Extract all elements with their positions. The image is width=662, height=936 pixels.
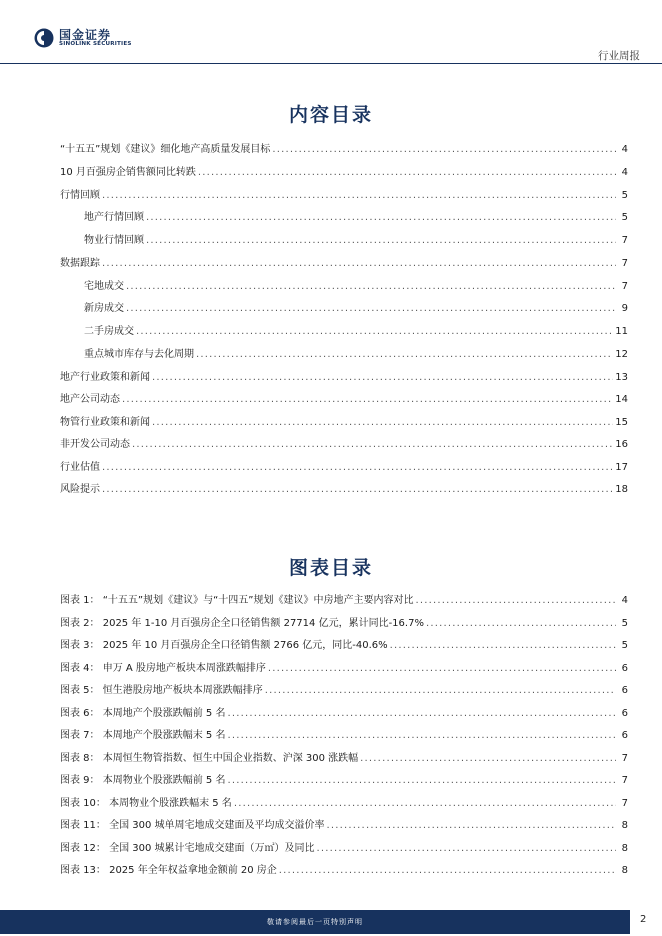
toc-subentry[interactable]	[84, 301, 628, 317]
toc-leader	[152, 370, 613, 386]
toc-entry-label: 行业估值	[60, 462, 100, 473]
footer-disclaimer: 敬请参阅最后一页特别声明	[267, 918, 363, 926]
toc-leader	[327, 818, 616, 834]
toc-entry-label: 新房成交	[84, 303, 124, 314]
figure-entry-page: 6	[621, 708, 628, 719]
toc-leader	[227, 773, 616, 789]
toc-leader	[234, 796, 616, 812]
figure-entry[interactable]	[60, 773, 628, 789]
figure-entry-label: 图表 11： 全国 300 城单周宅地成交建面及平均成交溢价率	[60, 820, 325, 831]
figure-entry-page: 7	[621, 775, 628, 786]
toc-leader	[102, 482, 613, 498]
figure-entry[interactable]	[60, 616, 628, 632]
toc-leader	[122, 392, 613, 408]
toc-leader	[272, 142, 616, 158]
toc-leader	[102, 188, 616, 204]
toc-entry-page: 4	[621, 167, 628, 178]
toc-subentry[interactable]	[84, 347, 628, 363]
figure-entry[interactable]	[60, 593, 628, 609]
figure-entry-page: 4	[621, 595, 628, 606]
toc-entry[interactable]	[60, 256, 628, 272]
figure-entry-page: 8	[621, 843, 628, 854]
figure-entry[interactable]	[60, 728, 628, 744]
page-number: 2	[640, 914, 647, 925]
figure-entry-label: 图表 12： 全国 300 城累计宅地成交建面（万㎡）及同比	[60, 843, 315, 854]
toc-entry-page: 17	[615, 462, 628, 473]
toc-leader	[268, 661, 616, 677]
toc-entry-page: 4	[621, 144, 628, 155]
toc-entry[interactable]	[60, 415, 628, 431]
toc-entry-page: 7	[621, 258, 628, 269]
toc-entry-label: 10 月百强房企销售额同比转跌	[60, 167, 196, 178]
toc-leader	[279, 863, 616, 879]
toc-leader	[196, 347, 613, 363]
toc-entry-page: 15	[615, 417, 628, 428]
figure-entry[interactable]	[60, 796, 628, 812]
figure-entry-page: 7	[621, 753, 628, 764]
toc-leader	[152, 415, 613, 431]
page-header	[0, 0, 662, 62]
figure-entry-label: 图表 6： 本周地产个股涨跌幅前 5 名	[60, 708, 226, 719]
figure-entry-label: 图表 5： 恒生港股房地产板块本周涨跌幅排序	[60, 685, 263, 696]
figure-entry-label: 图表 8： 本周恒生物管指数、恒生中国企业指数、沪深 300 涨跌幅	[60, 753, 359, 764]
toc-entry-page: 5	[621, 190, 628, 201]
toc-entry-page: 13	[615, 372, 628, 383]
toc-entry-label: 地产公司动态	[60, 394, 120, 405]
figures-title: 图表目录	[288, 557, 373, 579]
toc-leader	[360, 751, 616, 767]
figure-entry-page: 5	[621, 640, 628, 651]
toc-entry-label: 重点城市库存与去化周期	[84, 349, 194, 360]
toc-entry-page: 9	[621, 303, 628, 314]
toc-entry-label: 行情回顾	[60, 190, 100, 201]
brand-name-en: SINOLINK SECURITIES	[59, 41, 132, 47]
toc-title: 内容目录	[288, 104, 373, 126]
toc-subentry[interactable]	[84, 324, 628, 340]
figure-entry-label: 图表 13： 2025 年全年权益拿地金额前 20 房企	[60, 865, 277, 876]
figure-entry[interactable]	[60, 751, 628, 767]
toc-entry[interactable]	[60, 437, 628, 453]
toc-entry-label: “十五五”规划《建议》细化地产高质量发展目标	[60, 144, 271, 155]
figure-entry-label: 图表 10： 本周物业个股涨跌幅末 5 名	[60, 798, 232, 809]
figure-entry-label: 图表 4： 申万 A 股房地产板块本周涨跌幅排序	[60, 663, 266, 674]
figure-entry-label: 图表 1： “十五五”规划《建议》与“十四五”规划《建议》中房地产主要内容对比	[60, 595, 414, 606]
toc-leader	[146, 233, 616, 249]
figure-entry-page: 5	[621, 618, 628, 629]
toc-entry-label: 地产行情回顾	[84, 212, 144, 223]
report-type-label: 行业周报	[598, 50, 640, 62]
toc-leader	[265, 683, 616, 699]
toc-leader	[198, 165, 616, 181]
toc-leader	[126, 279, 616, 295]
figure-entry-label: 图表 3： 2025 年 10 月百强房企全口径销售额 2766 亿元，同比-40.6%	[60, 640, 388, 651]
toc-entry[interactable]	[60, 370, 628, 386]
figure-entry-label: 图表 9： 本周物业个股涨跌幅前 5 名	[60, 775, 226, 786]
toc-leader	[132, 437, 613, 453]
sinolink-logo-icon	[34, 28, 54, 48]
toc-subentry[interactable]	[84, 233, 628, 249]
toc-leader	[390, 638, 616, 654]
toc-entry-page: 7	[621, 235, 628, 246]
figure-entry[interactable]	[60, 863, 628, 879]
toc-subentry[interactable]	[84, 279, 628, 295]
figure-entry[interactable]	[60, 638, 628, 654]
figure-entry[interactable]	[60, 683, 628, 699]
toc-entry-page: 14	[615, 394, 628, 405]
figure-entry[interactable]	[60, 661, 628, 677]
figure-entry-page: 6	[621, 663, 628, 674]
toc-entry-label: 风险提示	[60, 484, 100, 495]
toc-leader	[146, 210, 616, 226]
brand-name-cn: 国金证券	[59, 28, 112, 42]
toc-leader	[317, 841, 616, 857]
toc-entry-page: 16	[615, 439, 628, 450]
toc-entry-page: 18	[615, 484, 628, 495]
toc-leader	[227, 706, 616, 722]
figure-entry-label: 图表 7： 本周地产个股涨跌幅末 5 名	[60, 730, 226, 741]
toc-leader	[227, 728, 616, 744]
toc-entry-label: 非开发公司动态	[60, 439, 130, 450]
toc-entry-label: 数据跟踪	[60, 258, 100, 269]
toc-entry-page: 12	[615, 349, 628, 360]
figure-entry-label: 图表 2： 2025 年 1-10 月百强房企全口径销售额 27714 亿元，累计同比-16.7%	[60, 618, 424, 629]
toc-leader	[426, 616, 616, 632]
footer-bar	[0, 910, 630, 934]
toc-entry-page: 7	[621, 281, 628, 292]
toc-entry[interactable]	[60, 165, 628, 181]
toc-entry-label: 二手房成交	[84, 326, 134, 337]
figure-entry-page: 8	[621, 820, 628, 831]
header-divider	[0, 63, 662, 64]
toc-entry[interactable]	[60, 482, 628, 498]
figure-entry[interactable]	[60, 706, 628, 722]
figure-entry-page: 6	[621, 685, 628, 696]
toc-leader	[415, 593, 616, 609]
toc-subentry[interactable]	[84, 210, 628, 226]
figure-entry[interactable]	[60, 841, 628, 857]
toc-entry-label: 宅地成交	[84, 281, 124, 292]
toc-entry[interactable]	[60, 392, 628, 408]
toc-entry[interactable]	[60, 188, 628, 204]
toc-entry-label: 物业行情回顾	[84, 235, 144, 246]
toc-entry[interactable]	[60, 460, 628, 476]
toc-entry-label: 物管行业政策和新闻	[60, 417, 150, 428]
figure-entry-page: 7	[621, 798, 628, 809]
toc-entry-label: 地产行业政策和新闻	[60, 372, 150, 383]
toc-leader	[136, 324, 613, 340]
figure-entry-page: 8	[621, 865, 628, 876]
toc-leader	[102, 256, 616, 272]
figure-entry-page: 6	[621, 730, 628, 741]
toc-leader	[126, 301, 616, 317]
toc-leader	[102, 460, 613, 476]
toc-entry-page: 5	[621, 212, 628, 223]
figure-entry[interactable]	[60, 818, 628, 834]
toc-entry[interactable]	[60, 142, 628, 158]
toc-entry-page: 11	[615, 326, 628, 337]
